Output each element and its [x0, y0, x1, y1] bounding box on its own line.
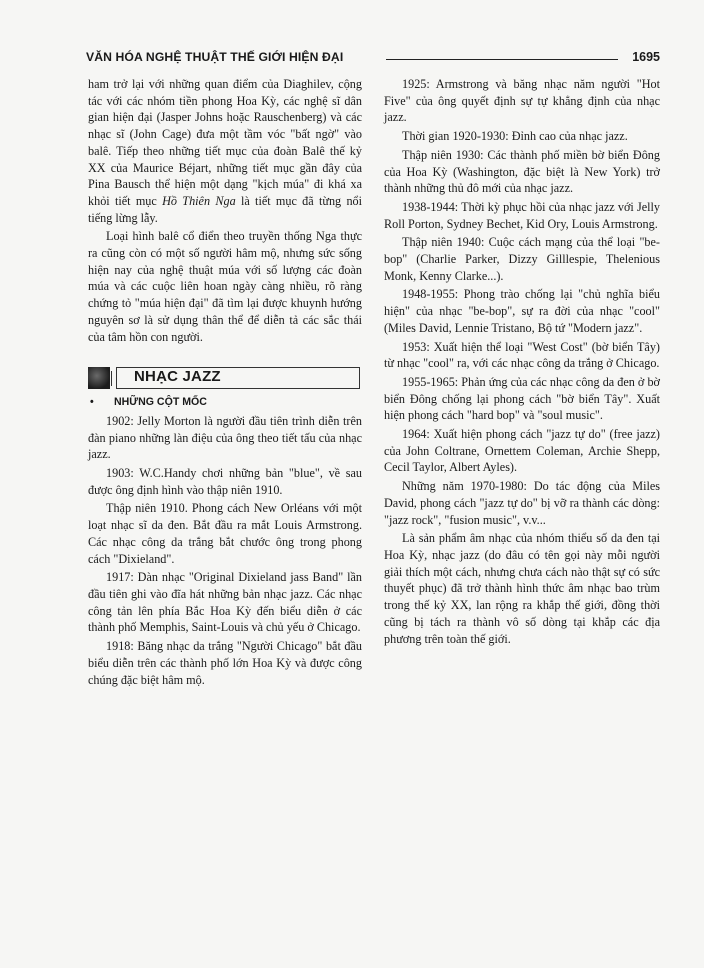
paragraph-text-tail: là tiết mục đã từng nổi tiếng lừng lẫy.	[88, 193, 363, 225]
closing-paragraph: Là sản phẩm âm nhạc của nhóm thiểu số da đen tại Hoa Kỳ, nhạc jazz (do đâu có tên gọi này mỗi người giải thích một cách, nhưng chưa cách nào thật sự có sức thuyết phục) đã trở thành hình thức âm nhạc bao trùm trong thế kỷ XX, lan rộng ra khắp thế giới, đồng thời cũng bị tách ra thành vô số dòng tại khắp các địa phương trên toàn thế giới.	[384, 531, 660, 646]
milestone-1955-1965: 1955-1965: Phản ứng của các nhạc công da đen ở bờ biển Đông chống lại phong cách "bờ biển Tây". Xuất hiện phong cách "hard bop" và "soul music".	[384, 374, 660, 423]
milestone-1925: 1925: Armstrong và băng nhạc năm người "Hot Five" của ông quyết định sự tự khẳng định của nhạc jazz.	[384, 77, 660, 125]
header-rule	[386, 59, 618, 60]
milestone-1964: 1964: Xuất hiện phong cách "jazz tự do" (free jazz) của John Coltrane, Ornettem Coleman, Archie Shepp, Cecil Taylor, Albert Ayles).	[384, 427, 660, 475]
milestone-1917: 1917: Dàn nhạc "Original Dixieland jass Band" lần đầu tiên ghi vào đĩa hát những bản nhạc jazz. Các nhạc công tản lên phía Bắc Hoa Kỳ đến biểu diễn ở các thành phố Memphis, Saint-Louis và chủ yếu ở Chicago.	[88, 570, 362, 635]
left-column	[88, 76, 362, 690]
milestone-1948-1955: 1948-1955: Phong trào chống lại "chủ nghĩa biểu hiện" của nhạc "be-bop", sự ra đời của nhạc "cool" (Miles David, Lennie Tristano, Bộ tứ "Modern jazz".	[384, 287, 660, 335]
paragraph-ballet-continued	[88, 76, 362, 226]
milestone-1953: 1953: Xuất hiện thể loại "West Cost" (bờ biển Tây) từ nhạc "cool" ra, với các nhạc công da trắng ở Chicago.	[384, 339, 660, 371]
milestone-1902: 1902: Jelly Morton là người đầu tiên trình diễn trên đàn piano những làn điệu của ông theo tiết tấu của nhạc jazz.	[88, 413, 362, 462]
subheading	[88, 394, 362, 411]
milestone-1903: 1903: W.C.Handy chơi những bản "blue", về sau được ông định hình vào thập niên 1910.	[88, 466, 362, 497]
section-marker-icon	[88, 367, 110, 389]
milestone-1910s: Thập niên 1910. Phong cách New Orléans với một loạt nhạc sĩ da đen. Bắt đầu ra mắt Louis Armstrong. Các nhạc công da trắng bắt chước ông trong phong cách "Dixieland".	[88, 501, 362, 566]
section-heading-box	[88, 367, 362, 391]
work-title-italic: Hồ Thiên Nga	[162, 193, 236, 208]
bullet-icon: •	[90, 396, 94, 409]
paragraph-modern-dance: Loại hình balê cổ điển theo truyền thống Nga thực ra cũng còn có một số người hâm mộ, nhưng sức sống hiện nay của nghệ thuật múa với số lượng các đoàn múa và các cuộc liên hoan ngày càng nhiều, rõ ràng chứng tỏ "múa hiện đại" đã tìm lại được khuynh hướng nguyên sơ là sử dụng thân thể để diễn tả các sắc thái của tâm hồn con người.	[88, 229, 362, 344]
running-title: VĂN HÓA NGHỆ THUẬT THẾ GIỚI HIỆN ĐẠI	[86, 50, 344, 64]
milestone-1970-1980: Những năm 1970-1980: Do tác động của Miles David, phong cách "jazz tự do" bị vỡ ra thành các dòng: "jazz rock", "fusion music", v.v...	[384, 479, 660, 527]
paragraph-text: ham trở lại với những quan điểm của Diaghilev, cộng tác với các nhóm tiền phong Hoa Kỳ, các nghệ sĩ dân gian hiện đại (Jasper Johns hoặc Rauschenberg) và các nhạc sĩ (John Cage) đưa một tầm vóc "bất ngờ" vào balê. Tiếp theo những tiết mục của đoàn Balê thế kỷ XX của Maurice Béjart, những tiết mục gần đây của Pina Bausch thể hiện một dạng "kịch múa" đi khá xa khỏi tiết mục	[88, 77, 362, 208]
right-column	[384, 76, 660, 649]
subheading-text: NHỮNG CỘT MỐC	[114, 396, 207, 409]
milestone-1918: 1918: Băng nhạc da trắng "Người Chicago" bắt đầu biểu diễn trên các thành phố lớn Hoa Kỳ và được công chúng đặc biệt hâm mộ.	[88, 639, 362, 687]
section-title: NHẠC JAZZ	[134, 368, 221, 386]
milestone-1920-1930: Thời gian 1920-1930: Đỉnh cao của nhạc jazz.	[402, 129, 628, 144]
milestone-1938-1944: 1938-1944: Thời kỳ phục hồi của nhạc jazz với Jelly Roll Porton, Sydney Bechet, Kid Ory, Louis Armstrong.	[384, 199, 660, 231]
milestone-1930s: Thập niên 1930: Các thành phố miền bờ biển Đông của Hoa Kỳ (Washington, đặc biệt là New York) trở thành những thủ đô mới của nhạc jazz.	[384, 147, 660, 196]
milestone-1940s: Thập niên 1940: Cuộc cách mạng của thể loại "be-bop" (Charlie Parker, Dizzy Gilllespie, Thelenious Monk, Kenny Clarke...).	[384, 235, 660, 283]
page-number: 1695	[632, 50, 660, 64]
running-header	[86, 48, 660, 68]
